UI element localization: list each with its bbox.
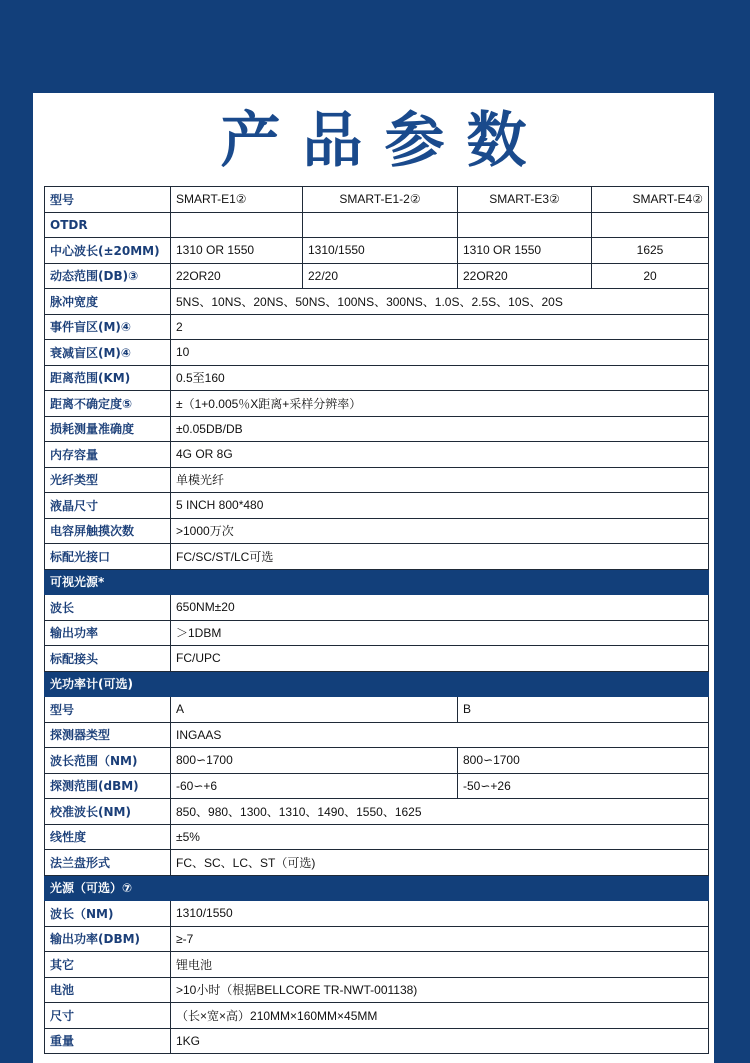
spec-label: 距离范围(KM) [45,365,171,391]
table-row [45,824,709,850]
spec-value: 2 [171,314,709,340]
spec-label: 其它 [45,952,171,978]
table-row [45,977,709,1003]
spec-label: 输出功率 [45,620,171,646]
spec-value: 0.5至160 [171,365,709,391]
spec-table [44,186,709,1054]
spec-value: B [458,697,709,723]
spec-value: ±5% [171,824,709,850]
spec-value: SMART-E1② [171,187,303,213]
spec-value: >1000万次 [171,518,709,544]
section-header [45,569,709,595]
spec-label: 波长（NM) [45,901,171,927]
table-row [45,289,709,315]
spec-value: -60∽+6 [171,773,458,799]
spec-value: FC/UPC [171,646,709,672]
section-header [45,671,709,697]
spec-value: 锂电池 [171,952,709,978]
spec-value: 1310/1550 [303,238,458,264]
spec-label: 内存容量 [45,442,171,468]
spec-value: 1KG [171,1028,709,1054]
spec-label: 线性度 [45,824,171,850]
page-title: 产品参数 [220,106,549,176]
spec-value: 22OR20 [171,263,303,289]
table-row [45,1003,709,1029]
table-row [45,901,709,927]
spec-label: 电池 [45,977,171,1003]
spec-value: 800∽1700 [458,748,709,774]
spec-value: SMART-E4② [592,187,709,213]
table-row [45,748,709,774]
section-title: 光功率计(可选) [45,671,709,697]
spec-value: （长×宽×高）210MM×160MM×45MM [171,1003,709,1029]
table-row [45,595,709,621]
spec-value: 单模光纤 [171,467,709,493]
table-row [45,212,709,238]
spec-label: 波长 [45,595,171,621]
spec-value: 850、980、1300、1310、1490、1550、1625 [171,799,709,825]
table-row [45,416,709,442]
spec-label: 事件盲区(M)④ [45,314,171,340]
spec-label: 电容屏触摸次数 [45,518,171,544]
table-row [45,238,709,264]
table-row [45,952,709,978]
table-row [45,340,709,366]
table-row [45,799,709,825]
table-row [45,926,709,952]
spec-value: 650NM±20 [171,595,709,621]
table-row [45,850,709,876]
spec-label: 校准波长(NM) [45,799,171,825]
spec-value: -50∽+26 [458,773,709,799]
spec-value: ≥-7 [171,926,709,952]
spec-label: 法兰盘形式 [45,850,171,876]
spec-value: A [171,697,458,723]
table-row [45,263,709,289]
spec-label: 衰减盲区(M)④ [45,340,171,366]
table-row [45,314,709,340]
spec-label: 脉冲宽度 [45,289,171,315]
table-row [45,544,709,570]
spec-value: SMART-E3② [458,187,592,213]
spec-label: 型号 [45,697,171,723]
spec-label: 损耗测量准确度 [45,416,171,442]
spec-value: ±0.05DB/DB [171,416,709,442]
section-title: 光源（可选）⑦ [45,875,709,901]
spec-label: 中心波长(±20MM) [45,238,171,264]
spec-label: 距离不确定度⑤ [45,391,171,417]
spec-value: 1310/1550 [171,901,709,927]
spec-value: 1310 OR 1550 [171,238,303,264]
table-row [45,773,709,799]
table-row [45,493,709,519]
table-row [45,391,709,417]
spec-value: >10小时（根据BELLCORE TR-NWT-001138) [171,977,709,1003]
spec-label: OTDR [45,212,171,238]
table-row [45,1028,709,1054]
spec-value: FC、SC、LC、ST（可选) [171,850,709,876]
spec-label: 输出功率(DBM) [45,926,171,952]
table-row [45,620,709,646]
spec-label: 探测器类型 [45,722,171,748]
spec-value: 22/20 [303,263,458,289]
spec-value: 5NS、10NS、20NS、50NS、100NS、300NS、1.0S、2.5S、10S、20S [171,289,709,315]
spec-label: 标配接头 [45,646,171,672]
table-row [45,697,709,723]
spec-label: 尺寸 [45,1003,171,1029]
spec-label: 探测范围(dBM) [45,773,171,799]
spec-value: FC/SC/ST/LC可选 [171,544,709,570]
spec-value: 20 [592,263,709,289]
spec-value: 4G OR 8G [171,442,709,468]
table-row [45,518,709,544]
spec-value: ±（1+0.005％X距离+采样分辨率） [171,391,709,417]
spec-label: 标配光接口 [45,544,171,570]
spec-value: 5 INCH 800*480 [171,493,709,519]
table-row [45,187,709,213]
spec-label: 动态范围(DB)③ [45,263,171,289]
spec-value: 22OR20 [458,263,592,289]
spec-value: SMART-E1-2② [303,187,458,213]
spec-label: 重量 [45,1028,171,1054]
spec-value: 1310 OR 1550 [458,238,592,264]
table-row [45,646,709,672]
table-row [45,722,709,748]
spec-value: INGAAS [171,722,709,748]
spec-value: 800∽1700 [171,748,458,774]
table-row [45,365,709,391]
spec-label: 液晶尺寸 [45,493,171,519]
spec-label: 型号 [45,187,171,213]
spec-label: 波长范围（NM) [45,748,171,774]
spec-value: ＞1DBM [171,620,709,646]
spec-value: 1625 [592,238,709,264]
table-row [45,467,709,493]
spec-value: 10 [171,340,709,366]
section-header [45,875,709,901]
table-row [45,442,709,468]
section-title: 可视光源* [45,569,709,595]
spec-label: 光纤类型 [45,467,171,493]
